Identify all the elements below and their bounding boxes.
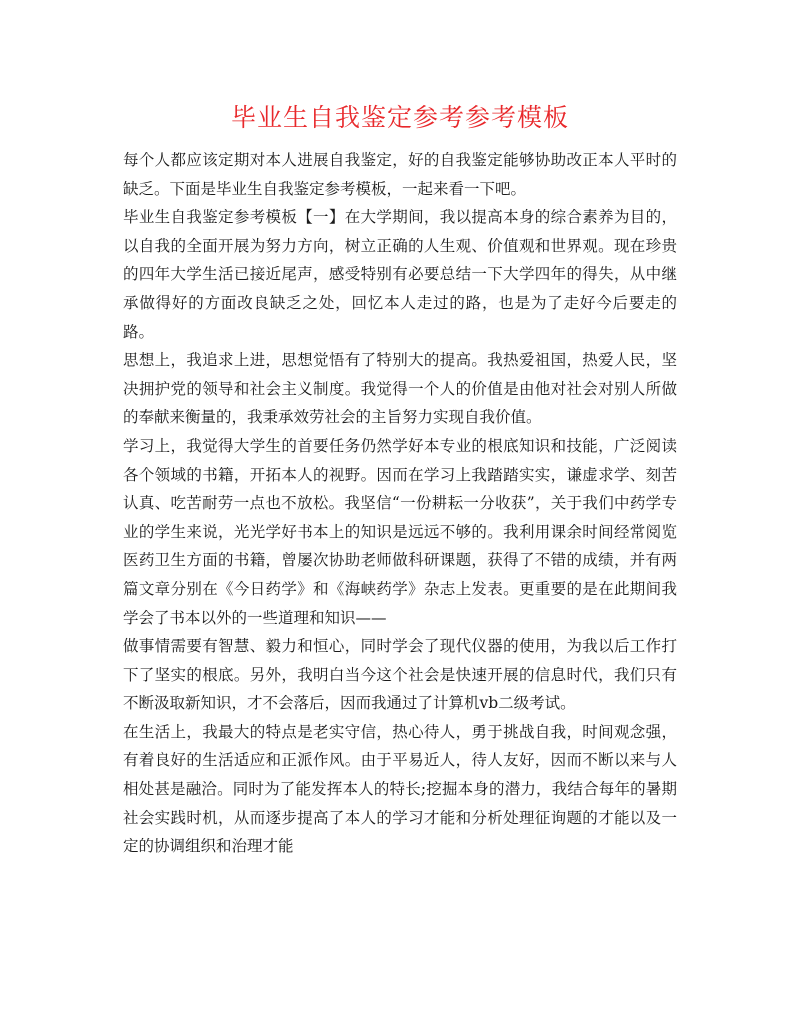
paragraph-intro: 每个人都应该定期对本人进展自我鉴定，好的自我鉴定能够协助改正本人平时的缺乏。下面是毕业生自我鉴定参考模板，一起来看一下吧。 — [123, 151, 677, 198]
document-body — [123, 146, 677, 861]
paragraph-study: 学习上，我觉得大学生的首要任务仍然学好本专业的根底知识和技能，广泛阅读各个领域的书籍，开拓本人的视野。因而在学习上我踏踏实实，谦虚求学、刻苦认真、吃苦耐劳一点也不放松。我坚信“一份耕耘一分收获”，关于我们中药学专业的学生来说，光光学好书本上的知识是远远不够的。我利用课余时间经常阅览医药卫生方面的书籍，曾屡次协助老师做科研课题，获得了不错的成绩，并有两篇文章分别在《今日药学》和《海峡药学》杂志上发表。更重要的是在此期间我学会了书本以外的一些道理和知识—— — [123, 436, 677, 627]
paragraph-skills: 做事情需要有智慧、毅力和恒心，同时学会了现代仪器的使用，为我以后工作打下了坚实的根底。另外，我明白当今这个社会是快速开展的信息时代，我们只有不断汲取新知识，才不会落后，因而我通过了计算机vb二级考试。 — [123, 637, 677, 713]
paragraph-thought: 思想上，我追求上进，思想觉悟有了特别大的提高。我热爱祖国，热爱人民，坚决拥护党的领导和社会主义制度。我觉得一个人的价值是由他对社会对别人所做的奉献来衡量的，我秉承效劳社会的主旨努力实现自我价值。 — [123, 351, 677, 427]
document-title: 毕业生自我鉴定参考参考模板 — [230, 103, 569, 132]
paragraph-template-one: 毕业生自我鉴定参考模板【一】在大学期间，我以提高本身的综合素养为目的，以自我的全面开展为努力方向，树立正确的人生观、价值观和世界观。现在珍贵的四年大学生活已接近尾声，感受特别有必要总结一下大学四年的得失，从中继承做得好的方面改良缺乏之处，回忆本人走过的路，也是为了走好今后要走的路。 — [123, 208, 677, 341]
paragraph-life: 在生活上，我最大的特点是老实守信，热心待人，勇于挑战自我，时间观念强，有着良好的生活适应和正派作风。由于平易近人，待人友好，因而不断以来与人相处甚是融洽。同时为了能发挥本人的特长;挖掘本身的潜力，我结合每年的暑期社会实践时机，从而逐步提高了本人的学习才能和分析处理征询题的才能以及一定的协调组织和治理才能 — [123, 722, 677, 856]
